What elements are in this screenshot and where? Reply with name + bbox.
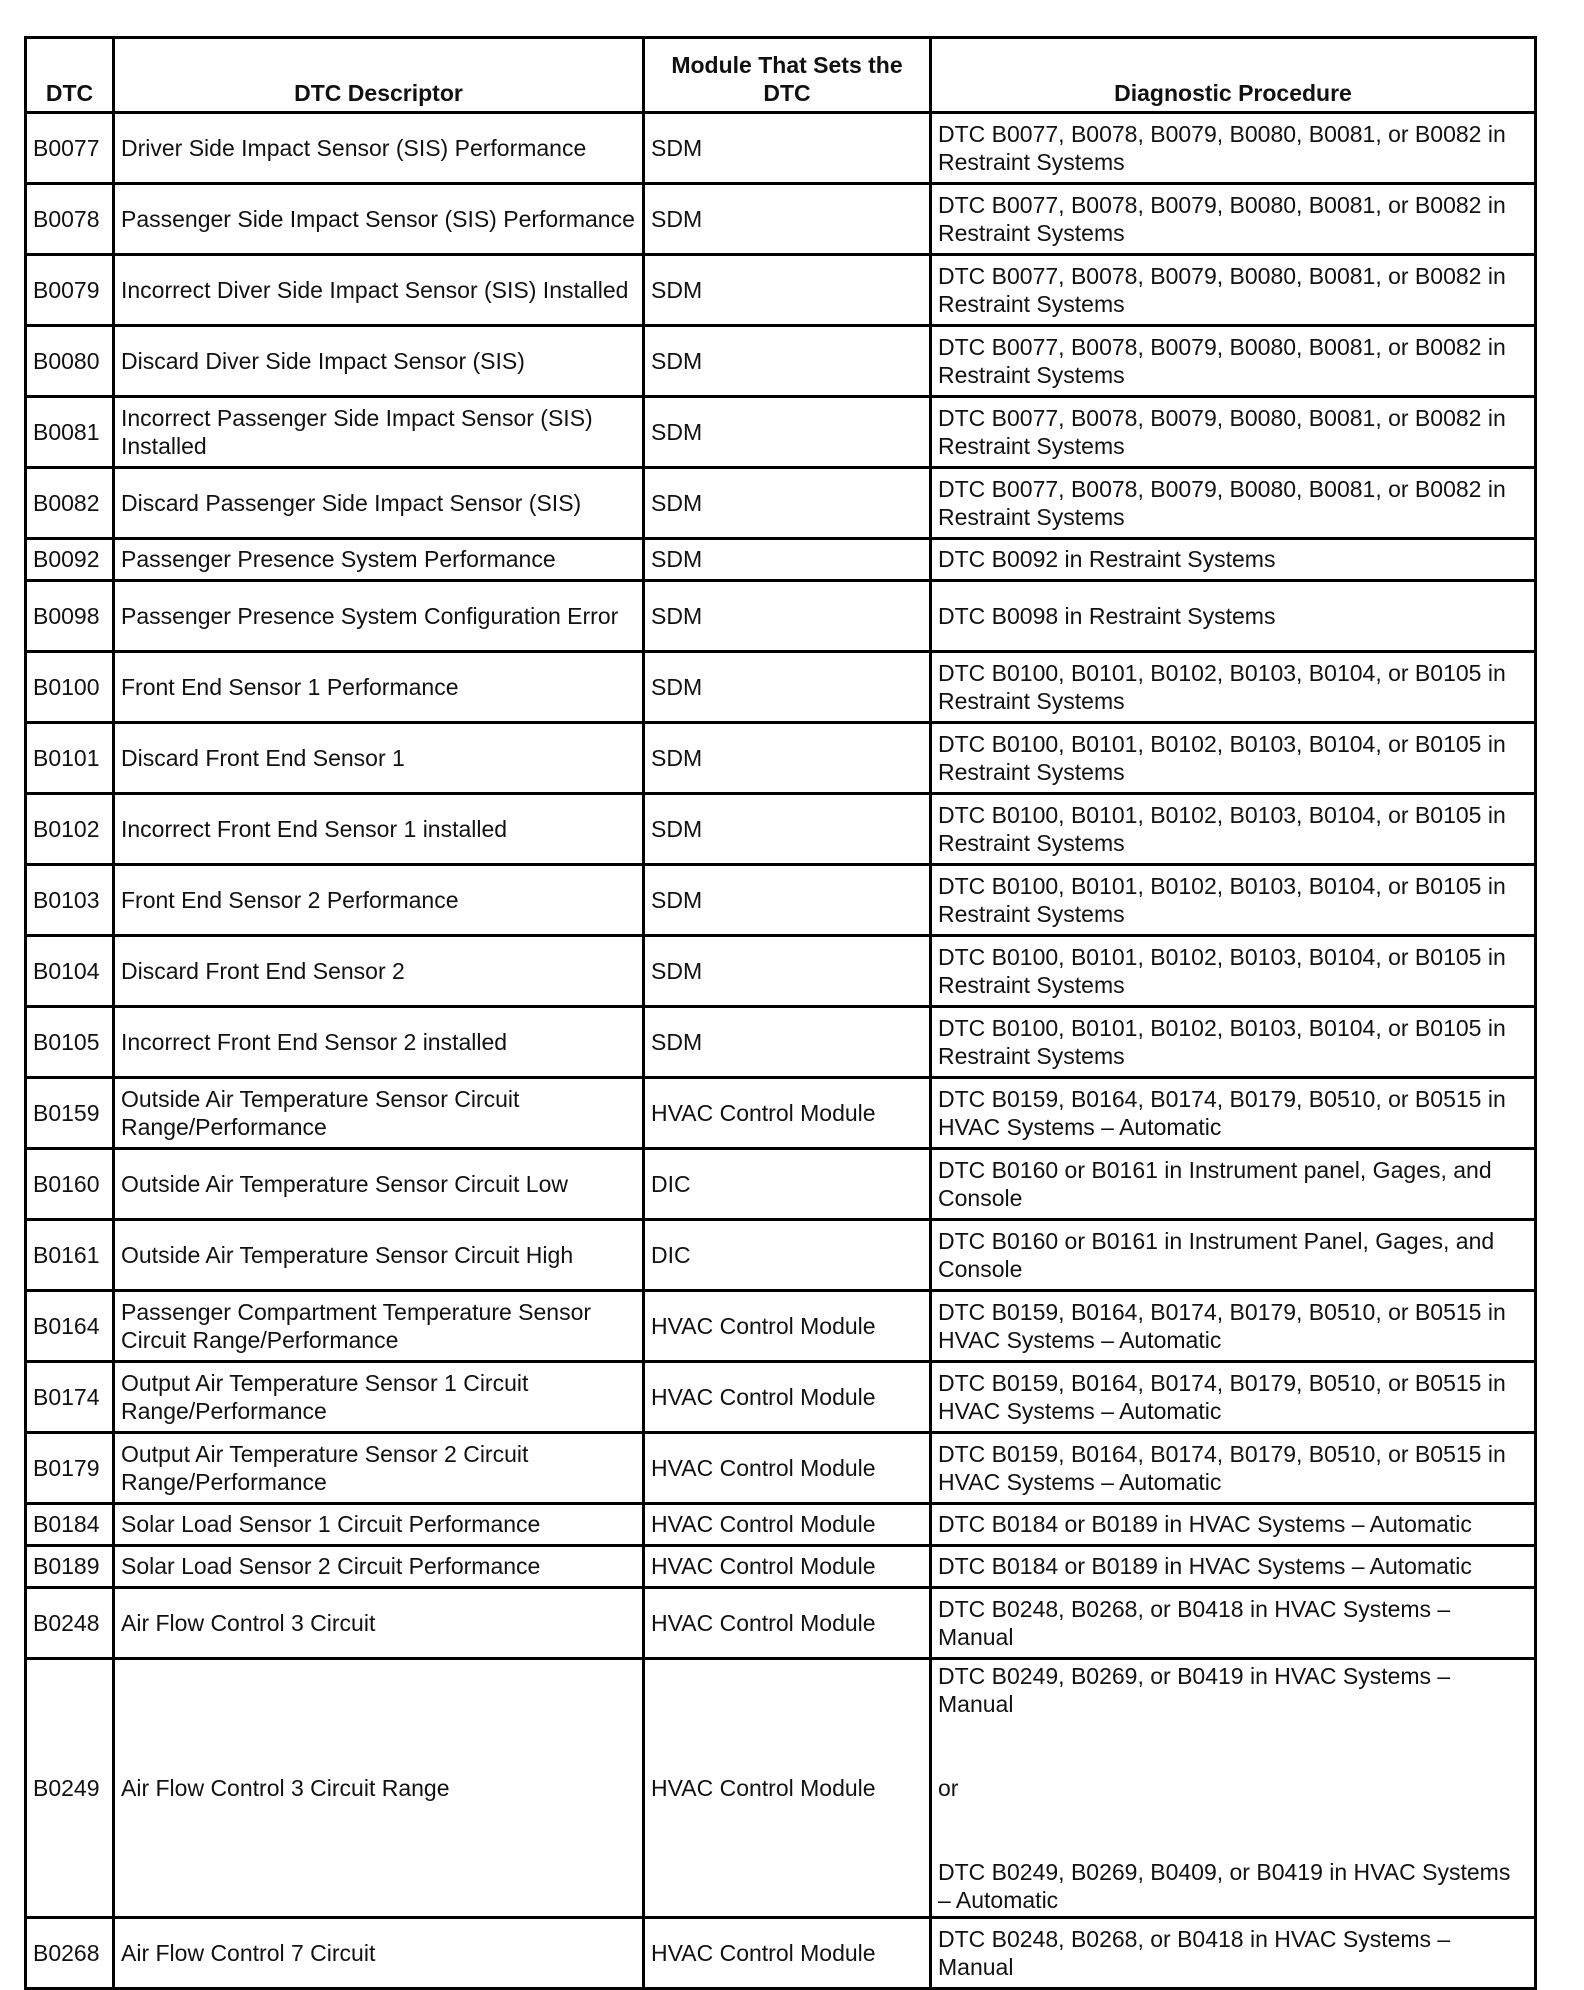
- dtc-code: B0161: [26, 1220, 114, 1291]
- dtc-code: B0174: [26, 1362, 114, 1433]
- dtc-descriptor: Outside Air Temperature Sensor Circuit Range/Performance: [114, 1078, 644, 1149]
- header-dtc: DTC: [26, 38, 114, 113]
- dtc-module: SDM: [644, 794, 931, 865]
- table-row: [26, 1362, 1536, 1433]
- dtc-procedure: DTC B0184 or B0189 in HVAC Systems – Automatic: [931, 1546, 1536, 1588]
- table-row: [26, 1546, 1536, 1588]
- dtc-code: B0179: [26, 1433, 114, 1504]
- dtc-document: [24, 36, 1534, 1990]
- dtc-procedure: DTC B0077, B0078, B0079, B0080, B0081, or B0082 in Restraint Systems: [931, 113, 1536, 184]
- dtc-code: B0077: [26, 113, 114, 184]
- dtc-procedure: DTC B0100, B0101, B0102, B0103, B0104, or B0105 in Restraint Systems: [931, 865, 1536, 936]
- dtc-code: B0103: [26, 865, 114, 936]
- dtc-descriptor: Outside Air Temperature Sensor Circuit Low: [114, 1149, 644, 1220]
- dtc-procedure: DTC B0100, B0101, B0102, B0103, B0104, or B0105 in Restraint Systems: [931, 652, 1536, 723]
- table-row: [26, 1149, 1536, 1220]
- table-row: [26, 1918, 1536, 1989]
- dtc-module: SDM: [644, 723, 931, 794]
- dtc-procedure: DTC B0098 in Restraint Systems: [931, 581, 1536, 652]
- dtc-code: B0079: [26, 255, 114, 326]
- dtc-module: SDM: [644, 1007, 931, 1078]
- dtc-code: B0268: [26, 1918, 114, 1989]
- table-row: [26, 1078, 1536, 1149]
- dtc-procedure: DTC B0160 or B0161 in Instrument panel, Gages, and Console: [931, 1149, 1536, 1220]
- dtc-module: SDM: [644, 936, 931, 1007]
- dtc-module: SDM: [644, 865, 931, 936]
- dtc-procedure: DTC B0077, B0078, B0079, B0080, B0081, or B0082 in Restraint Systems: [931, 184, 1536, 255]
- dtc-code: B0080: [26, 326, 114, 397]
- table-row: [26, 1220, 1536, 1291]
- dtc-table: [24, 36, 1537, 1990]
- dtc-module: SDM: [644, 326, 931, 397]
- dtc-procedure: DTC B0077, B0078, B0079, B0080, B0081, or B0082 in Restraint Systems: [931, 255, 1536, 326]
- dtc-module: SDM: [644, 184, 931, 255]
- dtc-descriptor: Incorrect Front End Sensor 2 installed: [114, 1007, 644, 1078]
- dtc-procedure: DTC B0184 or B0189 in HVAC Systems – Automatic: [931, 1504, 1536, 1546]
- dtc-module: SDM: [644, 539, 931, 581]
- dtc-code: B0248: [26, 1588, 114, 1659]
- dtc-module: SDM: [644, 255, 931, 326]
- dtc-descriptor: Front End Sensor 2 Performance: [114, 865, 644, 936]
- dtc-module: HVAC Control Module: [644, 1362, 931, 1433]
- dtc-procedure: DTC B0077, B0078, B0079, B0080, B0081, or B0082 in Restraint Systems: [931, 468, 1536, 539]
- dtc-descriptor: Incorrect Passenger Side Impact Sensor (SIS) Installed: [114, 397, 644, 468]
- dtc-code: B0184: [26, 1504, 114, 1546]
- dtc-procedure: DTC B0248, B0268, or B0418 in HVAC Systems – Manual: [931, 1918, 1536, 1989]
- dtc-module: SDM: [644, 397, 931, 468]
- dtc-code: B0105: [26, 1007, 114, 1078]
- dtc-descriptor: Air Flow Control 3 Circuit: [114, 1588, 644, 1659]
- dtc-procedure: DTC B0159, B0164, B0174, B0179, B0510, or B0515 in HVAC Systems – Automatic: [931, 1362, 1536, 1433]
- table-row: [26, 1588, 1536, 1659]
- dtc-procedure: DTC B0077, B0078, B0079, B0080, B0081, or B0082 in Restraint Systems: [931, 397, 1536, 468]
- dtc-code: B0102: [26, 794, 114, 865]
- dtc-descriptor: Discard Passenger Side Impact Sensor (SIS): [114, 468, 644, 539]
- dtc-code: B0081: [26, 397, 114, 468]
- dtc-module: SDM: [644, 113, 931, 184]
- dtc-module: HVAC Control Module: [644, 1546, 931, 1588]
- table-row: [26, 539, 1536, 581]
- dtc-module: SDM: [644, 581, 931, 652]
- table-row: [26, 1007, 1536, 1078]
- table-row: [26, 1291, 1536, 1362]
- dtc-descriptor: Front End Sensor 1 Performance: [114, 652, 644, 723]
- dtc-descriptor: Output Air Temperature Sensor 1 Circuit Range/Performance: [114, 1362, 644, 1433]
- dtc-procedure: DTC B0100, B0101, B0102, B0103, B0104, or B0105 in Restraint Systems: [931, 794, 1536, 865]
- dtc-module: SDM: [644, 652, 931, 723]
- header-descriptor: DTC Descriptor: [114, 38, 644, 113]
- dtc-code: B0160: [26, 1149, 114, 1220]
- table-row: [26, 865, 1536, 936]
- table-row: [26, 397, 1536, 468]
- dtc-procedure: DTC B0100, B0101, B0102, B0103, B0104, or B0105 in Restraint Systems: [931, 936, 1536, 1007]
- dtc-descriptor: Air Flow Control 3 Circuit Range: [114, 1659, 644, 1918]
- dtc-procedure: DTC B0248, B0268, or B0418 in HVAC Systems – Manual: [931, 1588, 1536, 1659]
- dtc-module: DIC: [644, 1149, 931, 1220]
- dtc-code: B0249: [26, 1659, 114, 1918]
- dtc-code: B0098: [26, 581, 114, 652]
- dtc-descriptor: Passenger Presence System Configuration Error: [114, 581, 644, 652]
- dtc-descriptor: Outside Air Temperature Sensor Circuit High: [114, 1220, 644, 1291]
- dtc-module: HVAC Control Module: [644, 1291, 931, 1362]
- dtc-code: B0078: [26, 184, 114, 255]
- table-row: [26, 255, 1536, 326]
- table-header-row: [26, 38, 1536, 113]
- dtc-code: B0100: [26, 652, 114, 723]
- dtc-procedure: DTC B0092 in Restraint Systems: [931, 539, 1536, 581]
- dtc-procedure: DTC B0100, B0101, B0102, B0103, B0104, or B0105 in Restraint Systems: [931, 723, 1536, 794]
- dtc-procedure: DTC B0159, B0164, B0174, B0179, B0510, or B0515 in HVAC Systems – Automatic: [931, 1433, 1536, 1504]
- table-row: [26, 326, 1536, 397]
- dtc-code: B0159: [26, 1078, 114, 1149]
- dtc-descriptor: Solar Load Sensor 2 Circuit Performance: [114, 1546, 644, 1588]
- header-module: Module That Sets the DTC: [644, 38, 931, 113]
- dtc-code: B0104: [26, 936, 114, 1007]
- procedure-line: or: [938, 1775, 959, 1802]
- dtc-module: HVAC Control Module: [644, 1078, 931, 1149]
- table-row: [26, 652, 1536, 723]
- dtc-module: HVAC Control Module: [644, 1918, 931, 1989]
- dtc-descriptor: Driver Side Impact Sensor (SIS) Performance: [114, 113, 644, 184]
- dtc-module: DIC: [644, 1220, 931, 1291]
- dtc-descriptor: Solar Load Sensor 1 Circuit Performance: [114, 1504, 644, 1546]
- dtc-descriptor: Discard Front End Sensor 1: [114, 723, 644, 794]
- dtc-module: HVAC Control Module: [644, 1504, 931, 1546]
- dtc-descriptor: Passenger Side Impact Sensor (SIS) Performance: [114, 184, 644, 255]
- dtc-code: B0101: [26, 723, 114, 794]
- table-row: [26, 184, 1536, 255]
- dtc-code: B0189: [26, 1546, 114, 1588]
- dtc-descriptor: Discard Diver Side Impact Sensor (SIS): [114, 326, 644, 397]
- header-procedure: Diagnostic Procedure: [931, 38, 1536, 113]
- dtc-code: B0092: [26, 539, 114, 581]
- dtc-procedure: DTC B0077, B0078, B0079, B0080, B0081, or B0082 in Restraint Systems: [931, 326, 1536, 397]
- table-row: [26, 113, 1536, 184]
- dtc-descriptor: Air Flow Control 7 Circuit: [114, 1918, 644, 1989]
- table-row: [26, 1504, 1536, 1546]
- dtc-code: B0082: [26, 468, 114, 539]
- table-row: [26, 794, 1536, 865]
- dtc-procedure: DTC B0160 or B0161 in Instrument Panel, Gages, and Console: [931, 1220, 1536, 1291]
- dtc-descriptor: Discard Front End Sensor 2: [114, 936, 644, 1007]
- dtc-procedure: [931, 1659, 1536, 1918]
- dtc-descriptor: Passenger Compartment Temperature Sensor Circuit Range/Performance: [114, 1291, 644, 1362]
- dtc-descriptor: Passenger Presence System Performance: [114, 539, 644, 581]
- dtc-code: B0164: [26, 1291, 114, 1362]
- dtc-module: HVAC Control Module: [644, 1588, 931, 1659]
- dtc-descriptor: Incorrect Front End Sensor 1 installed: [114, 794, 644, 865]
- dtc-procedure: DTC B0159, B0164, B0174, B0179, B0510, or B0515 in HVAC Systems – Automatic: [931, 1078, 1536, 1149]
- table-row: [26, 581, 1536, 652]
- dtc-procedure: DTC B0159, B0164, B0174, B0179, B0510, or B0515 in HVAC Systems – Automatic: [931, 1291, 1536, 1362]
- table-row: [26, 1659, 1536, 1918]
- table-row: [26, 936, 1536, 1007]
- dtc-module: HVAC Control Module: [644, 1433, 931, 1504]
- dtc-module: HVAC Control Module: [644, 1659, 931, 1918]
- dtc-procedure: DTC B0100, B0101, B0102, B0103, B0104, or B0105 in Restraint Systems: [931, 1007, 1536, 1078]
- dtc-descriptor: Output Air Temperature Sensor 2 Circuit Range/Performance: [114, 1433, 644, 1504]
- dtc-module: SDM: [644, 468, 931, 539]
- dtc-descriptor: Incorrect Diver Side Impact Sensor (SIS) Installed: [114, 255, 644, 326]
- procedure-line: DTC B0249, B0269, B0409, or B0419 in HVAC Systems – Automatic: [938, 1859, 1511, 1914]
- procedure-line: DTC B0249, B0269, or B0419 in HVAC Systems – Manual: [938, 1663, 1451, 1718]
- table-row: [26, 723, 1536, 794]
- table-row: [26, 1433, 1536, 1504]
- table-row: [26, 468, 1536, 539]
